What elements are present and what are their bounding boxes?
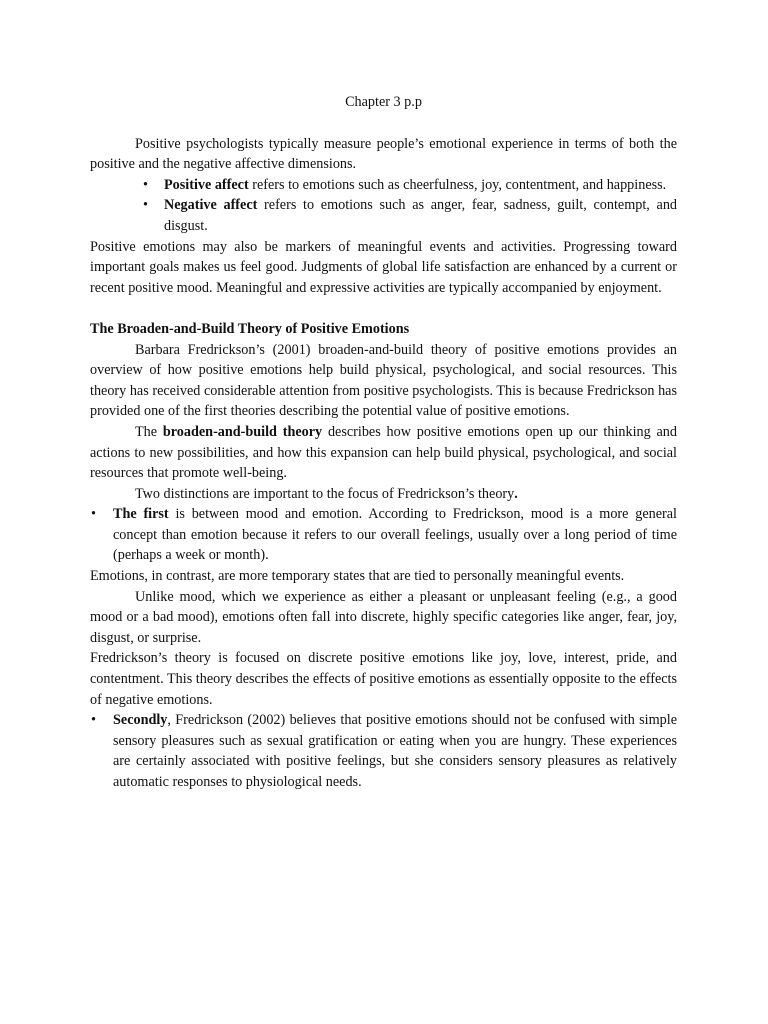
bullet-icon: • bbox=[143, 197, 148, 214]
theory-pre: The bbox=[135, 423, 163, 440]
term-secondly: Secondly bbox=[113, 712, 168, 729]
first-distinction-text: is between mood and emotion. According to Fredrickson, mood is a more general concept than emotion because it refers to our overall feelings, usually over a long period of time (perhaps a week or month). bbox=[113, 506, 677, 564]
second-distinction-text: , Fredrickson (2002) believes that positive emotions should not be confused with simple sensory pleasures such as sexual gratification or eating when you are hungry. These experiences are certainly associated with positive feelings, but she considers sensory pleasures as relatively automatic responses to physiological needs. bbox=[113, 712, 677, 790]
list-item-positive-affect bbox=[90, 175, 677, 196]
section-heading: The Broaden-and-Build Theory of Positive Emotions bbox=[90, 320, 410, 337]
term-negative-affect: Negative affect bbox=[164, 197, 258, 214]
affect-list bbox=[90, 175, 677, 237]
bullet-icon: • bbox=[91, 712, 96, 729]
list-item-second-distinction bbox=[90, 710, 677, 792]
distinctions-paragraph bbox=[90, 484, 677, 505]
positive-affect-text: refers to emotions such as cheerfulness, joy, contentment, and happiness. bbox=[248, 176, 667, 193]
focus-paragraph: Fredrickson’s theory is focused on discrete positive emotions like joy, love, interest, pride, and contentment. This theory describes the effects of positive emotions as essentially opposite to the effects of negative emotions. bbox=[90, 650, 677, 708]
distinctions-text: Two distinctions are important to the focus of Fredrickson’s theory bbox=[135, 485, 515, 502]
document-page bbox=[90, 92, 677, 793]
overview-paragraph: Barbara Fredrickson’s (2001) broaden-and-build theory of positive emotions provides an overview of how positive emotions help build physical, psychological, and social resources. This theory has received considerable attention from positive psychologists. This is because Fredrickson has provided one of the first theories describing the potential value of positive emotions. bbox=[90, 341, 677, 420]
second-distinction-list bbox=[90, 710, 677, 792]
bullet-icon: • bbox=[91, 506, 96, 523]
negative-affect-text: refers to emotions such as anger, fear, sadness, guilt, contempt, and disgust. bbox=[164, 197, 678, 234]
term-positive-affect: Positive affect bbox=[164, 176, 249, 193]
list-item-first-distinction bbox=[90, 504, 677, 566]
theory-post: describes how positive emotions open up our thinking and actions to new possibilities, and how this expansion can help build physical, psychological, and social resources that promote well-being. bbox=[90, 423, 677, 482]
markers-paragraph: Positive emotions may also be markers of meaningful events and activities. Progressing toward important goals makes us feel good. Judgments of global life satisfaction are enhanced by a current or recent positive mood. Meaningful and expressive activities are typically accompanied by enjoyment. bbox=[90, 238, 677, 296]
distinctions-end: . bbox=[514, 485, 518, 502]
first-distinction-list bbox=[90, 504, 677, 566]
term-broaden-and-build: broaden-and-build theory bbox=[162, 423, 323, 440]
list-item-negative-affect bbox=[90, 195, 677, 236]
emotions-paragraph: Emotions, in contrast, are more temporary states that are tied to personally meaningful events. bbox=[90, 568, 625, 585]
unlike-mood-paragraph: Unlike mood, which we experience as either a pleasant or unpleasant feeling (e.g., a good mood or a bad mood), emotions often fall into discrete, highly specific categories like anger, fear, joy, disgust, or surprise. bbox=[90, 588, 677, 646]
bullet-icon: • bbox=[143, 176, 148, 193]
theory-paragraph bbox=[90, 422, 677, 484]
intro-paragraph: Positive psychologists typically measure people’s emotional experience in terms of both the positive and the negative affective dimensions. bbox=[90, 135, 677, 173]
term-the-first: The first bbox=[113, 506, 169, 523]
chapter-title: Chapter 3 p.p bbox=[345, 94, 422, 110]
